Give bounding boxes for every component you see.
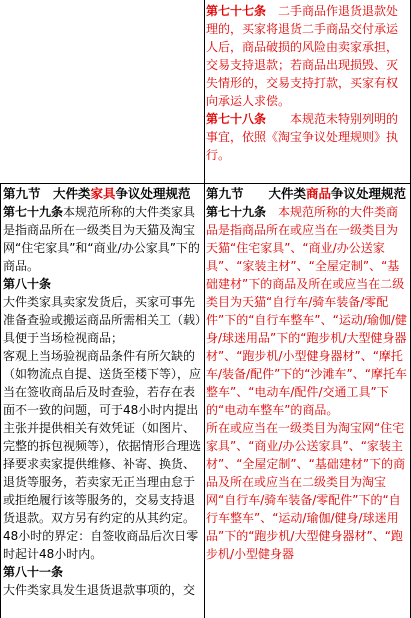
article-77-text: 二手商品作退货退款处理的，买家将退货二手商品交付承运人后，商品破损的风险由卖家承担，交易支持退款；若商品出现损毁、灭失情形的，交易支持打款，买家有权向承运人求偿。	[206, 4, 399, 108]
table-row-divider	[0, 183, 411, 184]
article-78-title: 第七十八条	[206, 112, 267, 126]
top-right-cell	[206, 2, 409, 182]
left-article-80-p1: 大件类家具卖家发货后，买家可事先准备查验或搬运商品所需相关工（载）具便于当场检视商品；	[3, 295, 202, 345]
left-cell	[3, 185, 202, 618]
left-section-title: 第九节 大件类家具争议处理规范	[3, 186, 191, 201]
right-article-79	[206, 203, 409, 419]
right-section-title-mark: 商品	[306, 186, 332, 201]
left-article-80-title: 第八十条	[3, 277, 52, 291]
article-77-title: 第七十七条	[206, 4, 267, 18]
left-article-79	[3, 203, 202, 275]
table-column-divider	[204, 0, 205, 618]
left-article-80-p2: 客观上当场验视商品条件有所欠缺的（如物流点自提、送货至楼下等），应当在签收商品后及时查验，若存在表面不一致的问题，可于48小时内提出主张并提供相关有效凭证（如图片、完整的拆包视频等），依据情形合理选择要求卖家提供维修、补寄、换货、退货等服务，若卖家无正当理由怠于或拒绝履行该等服务的，交易支持退货退款。双方另有约定的从其约定。	[3, 349, 202, 525]
left-article-79-title: 第七十九条	[3, 205, 64, 219]
right-article-79-text: 本规范所称的大件类商品是指商品所在或应当在一级类目为天猫“住宅家具”、“商业/办公送家具”、“家装主材”、“全屋定制”、“基础建材”下的商品及所在或应当在二级类目为天猫“自行车/骑车装备/零配件”下的“自行车整车”、“运动/瑜伽/健身/球迷用品”下的“跑步机/大型健身器材”、“跑步机/小型健身器材”、“摩托车/装备/配件”下的“沙滩车”、“摩托车整车”、“电动车/配件/交通工具”下的“电动车整车”的商品。	[206, 205, 407, 417]
left-article-80-p3: 48小时的界定：自签收商品后次日零时起计48小时内。	[3, 529, 199, 561]
article-77	[206, 2, 409, 110]
left-article-81-title: 第八十一条	[3, 565, 64, 579]
left-section-title-mark: 家具	[90, 186, 116, 201]
right-article-79-title: 第七十九条	[206, 205, 267, 219]
article-78	[206, 110, 409, 164]
right-article-79-text2: 所在或应当在一级类目为淘宝网“住宅家具”、“商业/办公送家具”、“家装主材”、“全屋定制”、“基础建材”下的商品及所在或应当在二级类目为淘宝网“自行车/骑车装备/零配件”下的“自行车整车”、“运动/瑜伽/健身/球迷用品”下的“跑步机/大型健身器材”、“跑步机/小型健身器	[206, 421, 406, 561]
left-article-81-text: 大件类家具发生退货退款事项的，交	[3, 583, 196, 597]
table-border-left	[0, 183, 1, 618]
right-section-title: 第九节 大件类商品争议处理规范	[206, 186, 407, 201]
article-78-text: 本规范未特别列明的事宜，依照《淘宝争议处理规则》执行。	[206, 112, 399, 162]
left-article-79-text: 本规范所称的大件类家具是指商品所在一级类目为天猫及淘宝网“住宅家具”和“商业/办公家具”下的商品。	[3, 205, 200, 273]
right-cell	[206, 185, 409, 618]
